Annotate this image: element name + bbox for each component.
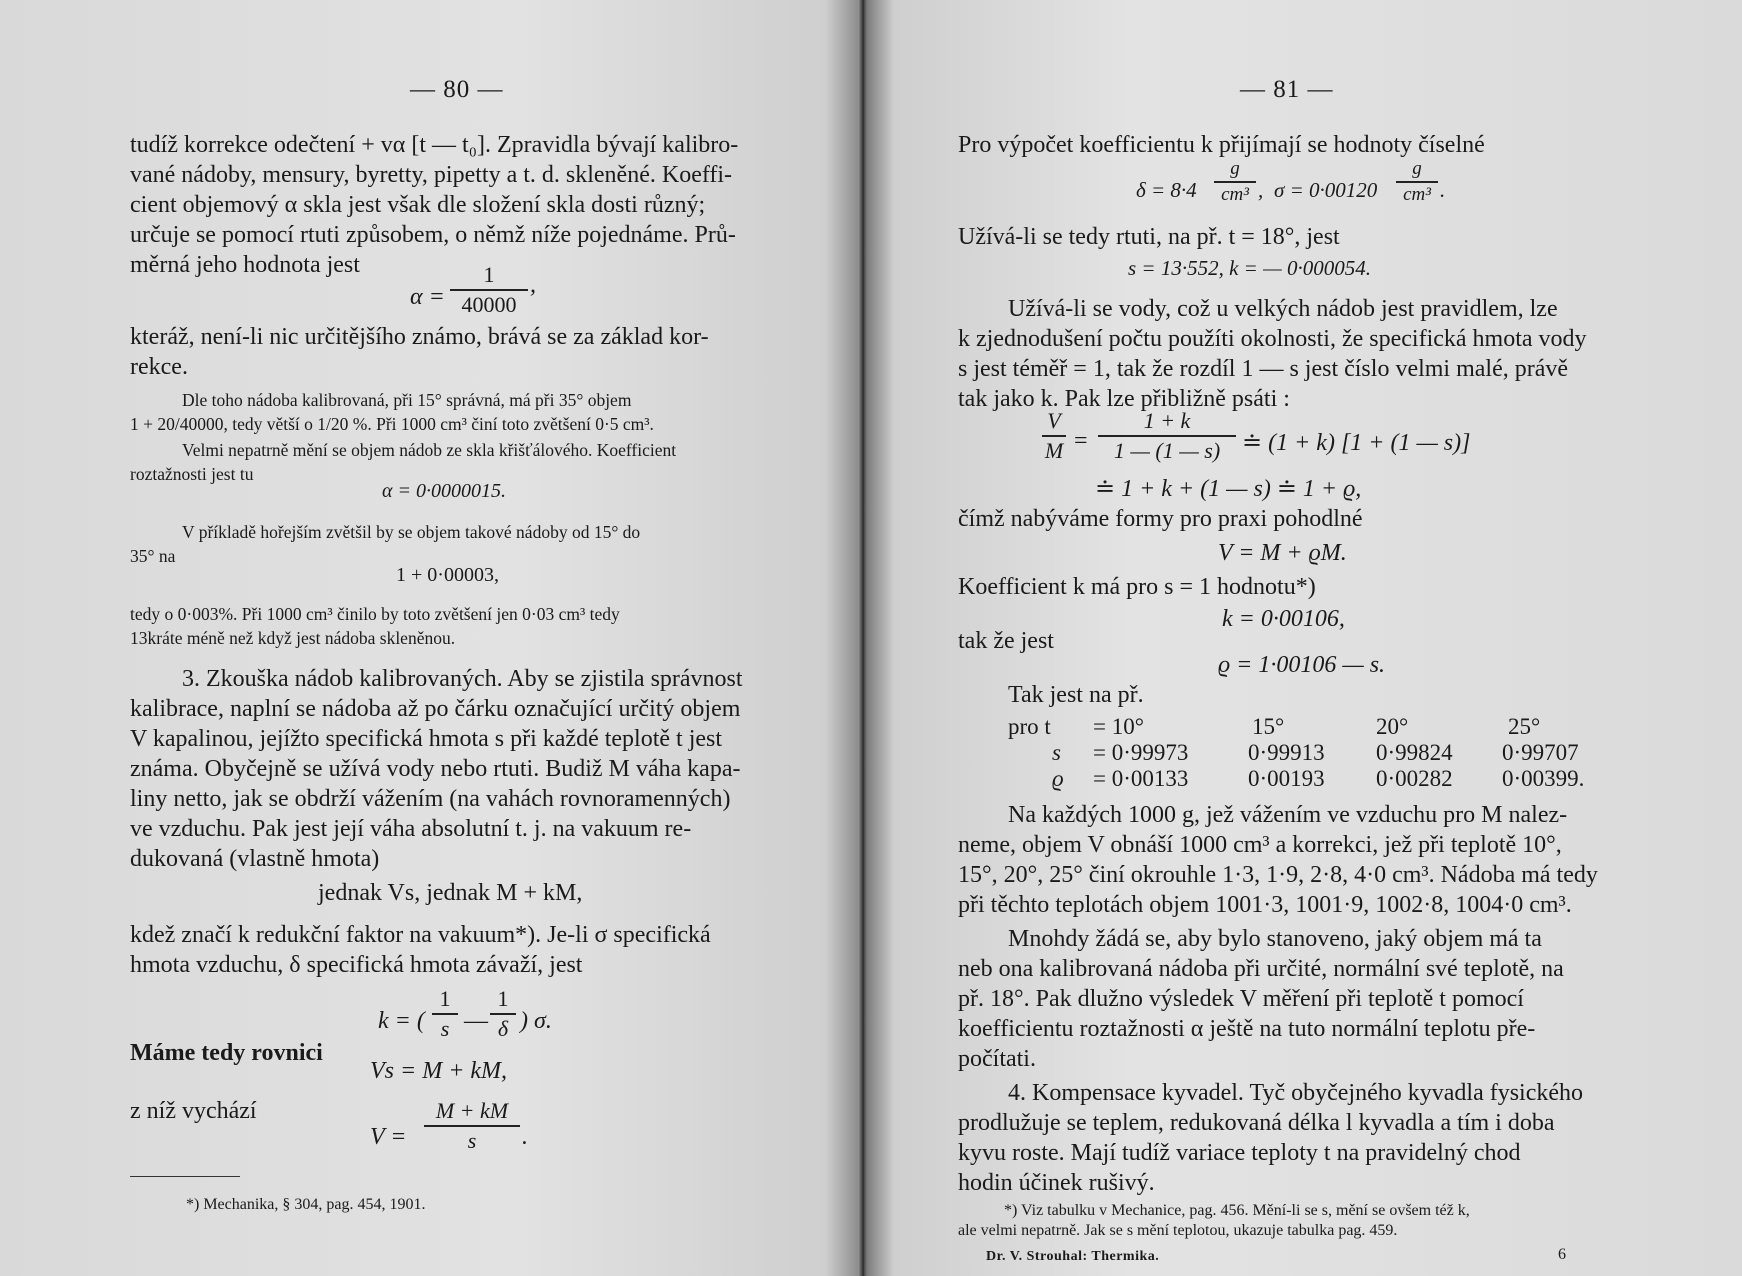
text-line: kteráž, není-li nic určitějšího známo, brává se za základ kor- — [130, 324, 709, 350]
text-line: Pro výpočet koefficientu k přijímají se hodnoty číselné — [958, 132, 1485, 158]
eq-lhs: α = — [410, 284, 445, 310]
fraction-bar — [1214, 181, 1256, 183]
text-line: kdež značí k redukční faktor na vakuum*). Je-li σ specifická — [130, 922, 711, 948]
fraction-numerator: 1 — [483, 262, 495, 287]
table-cell: 0·99824 — [1376, 740, 1453, 765]
fraction-numerator: 1 — [439, 986, 451, 1011]
equation-vmrho: V = M + ϱM. — [1218, 540, 1347, 566]
table-cell: 0·00193 — [1248, 766, 1325, 791]
text-line: Na každých 1000 g, jež vážením ve vzduchu pro M nalez- — [1008, 802, 1568, 828]
table-cell: 0·99707 — [1502, 740, 1579, 765]
row-label: pro t — [1008, 714, 1051, 739]
fraction-bar — [1098, 435, 1236, 437]
text-line: počítati. — [958, 1046, 1036, 1072]
eq-lhs: V = — [370, 1124, 407, 1150]
signature-number: 6 — [1558, 1246, 1566, 1263]
text-line: při těchto teplotách objem 1001·3, 1001·9, 1002·8, 1004·0 cm³. — [958, 892, 1572, 918]
text-line: př. 18°. Pak dlužno výsledek V měření při teplotě t pomocí — [958, 986, 1524, 1012]
row-label: s — [1052, 740, 1061, 765]
fraction-bar — [1042, 435, 1066, 437]
footnote-rule — [130, 1176, 240, 1177]
fraction-denominator: M — [1044, 437, 1064, 463]
eq-sep: , — [1258, 178, 1264, 202]
table-cell: = 0·99973 — [1093, 740, 1189, 765]
eq-sign: = — [1074, 428, 1088, 454]
eq-lhs: δ = 8·4 — [1136, 178, 1197, 202]
text-line: kyvu roste. Mají tudíž variace teploty t na pravidelný chod — [958, 1140, 1521, 1166]
text-line: z níž vychází — [130, 1098, 257, 1124]
small-text-line: 13kráte méně než když jest nádoba skleněnou. — [130, 628, 456, 648]
footnote: *) Viz tabulku v Mechanice, pag. 456. Mění-li se s, mění se ovšem též k, — [1004, 1202, 1470, 1219]
table-cell: 15° — [1252, 714, 1285, 739]
small-text-line: 1 + 20/40000, tedy větší o 1/20 %. Při 1000 cm³ činí toto zvětšení 0·5 cm³. — [130, 414, 654, 434]
text-line: kalibrace, naplní se nádoba až po čárku označující určitý objem — [130, 696, 741, 722]
text-line: tudíž korrekce odečtení + vα [t — t₀]. Zpravidla bývají kalibro- — [130, 132, 739, 158]
text-line: vané nádoby, mensury, byretty, pipetty a t. d. skleněné. Koeffi- — [130, 162, 733, 188]
small-text-line: V příkladě hořejším zvětšil by se objem takové nádoby od 15° do — [182, 522, 641, 542]
text-line: měrná jeho hodnota jest — [130, 252, 360, 278]
small-text-line: Dle toho nádoba kalibrovaná, při 15° správná, má při 35° objem — [182, 390, 632, 410]
fraction-numerator: 1 — [497, 986, 509, 1011]
eq-minus: — — [464, 1008, 488, 1034]
fraction-denominator: s — [440, 1015, 450, 1041]
text-line: Užívá-li se vody, což u velkých nádob jest pravidlem, lze — [1008, 296, 1558, 322]
page-number: — 80 — — [410, 76, 504, 103]
running-footer: Dr. V. Strouhal: Thermika. — [986, 1249, 1160, 1264]
text-line: Užívá-li se tedy rtuti, na př. t = 18°, jest — [958, 224, 1340, 250]
text-line: Mnohdy žádá se, aby bylo stanoveno, jaký objem má ta — [1008, 926, 1542, 952]
text-line: hodin účinek rušivý. — [958, 1170, 1155, 1196]
fraction — [1396, 158, 1438, 206]
fraction-numerator: g — [1412, 158, 1422, 179]
eq-lhs: σ = 0·00120 — [1274, 178, 1378, 202]
fraction-bar — [450, 289, 528, 291]
equation-vm2: ≐ 1 + k + (1 — s) ≐ 1 + ϱ, — [1095, 476, 1362, 502]
text-line: Koefficient k má pro s = 1 hodnotu*) — [958, 574, 1316, 600]
text-line: 15°, 20°, 25° činí okrouhle 1·3, 1·9, 2·8, 4·0 cm³. Nádoba má tedy — [958, 862, 1598, 888]
fraction-bar — [1396, 181, 1438, 183]
fraction-numerator: 1 + k — [1143, 408, 1191, 433]
page-number: — 81 — — [1240, 76, 1334, 103]
fraction — [424, 1098, 520, 1154]
text-line: cient objemový α skla jest však dle složení skla dosti různý; — [130, 192, 706, 218]
table-cell: 25° — [1508, 714, 1541, 739]
text-line: hmota vzduchu, δ specifická hmota závaží, jest — [130, 952, 583, 978]
eq-rhs: ≐ (1 + k) [1 + (1 — s)] — [1242, 430, 1471, 456]
text-line: ve vzduchu. Pak jest její váha absolutní t. j. na vakuum re- — [130, 816, 692, 842]
row-label: ϱ — [1052, 766, 1064, 791]
fraction-bar — [490, 1013, 516, 1015]
left-page — [0, 0, 860, 1276]
equation-vs: Vs = M + kM, — [370, 1058, 508, 1084]
small-text-line: roztažnosti jest tu — [130, 464, 254, 484]
fraction-numerator: g — [1230, 158, 1240, 179]
table-cell: 0·99913 — [1248, 740, 1325, 765]
text-line-bold — [130, 1038, 323, 1068]
text-line: neme, objem V obnáší 1000 cm³ a korrekci, jež při teplotě 10°, — [958, 832, 1562, 858]
fraction-denominator: s — [467, 1127, 477, 1153]
eq-tail: ) σ. — [520, 1008, 552, 1034]
equation-growth: 1 + 0·00003, — [396, 564, 499, 586]
fraction-bar — [432, 1013, 458, 1015]
table-cell: 0·00399. — [1502, 766, 1585, 791]
text-line: liny netto, jak se obdrží vážením (na vahách rovnoramenných) — [130, 786, 731, 812]
fraction-denominator: cm³ — [1221, 183, 1249, 205]
fraction-numerator: V — [1047, 408, 1061, 433]
right-page — [868, 0, 1742, 1276]
fraction — [432, 986, 458, 1042]
fraction-denominator: δ — [497, 1015, 509, 1041]
text-line: k zjednodušení počtu použíti okolnosti, že specifická hmota vody — [958, 326, 1587, 352]
text-line: prodlužuje se teplem, redukovaná délka l kyvadla a tím i doba — [958, 1110, 1555, 1136]
text-line: dukovaná (vlastně hmota) — [130, 846, 380, 872]
eq-tail: . — [522, 1124, 528, 1150]
fraction — [1098, 408, 1236, 464]
text-line: koefficientu roztažnosti α ještě na tuto normální teplotu pře- — [958, 1016, 1536, 1042]
equation-k-value: k = 0·00106, — [1222, 606, 1345, 632]
text-line: známa. Obyčejně se užívá vody nebo rtuti. Budiž M váha kapa- — [130, 756, 741, 782]
fraction-denominator: 1 — (1 — s) — [1113, 437, 1221, 463]
text-line: rekce. — [130, 354, 188, 380]
text-line: neb ona kalibrovaná nádoba při určité, normální své teplotě, na — [958, 956, 1564, 982]
footnote: ale velmi nepatrně. Jak se s mění teplotou, ukazuje tabulka pag. 459. — [958, 1222, 1398, 1239]
equation-weights: jednak Vs, jednak M + kM, — [318, 880, 583, 906]
equation-rho: ϱ = 1·00106 — s. — [1218, 652, 1386, 678]
text-line: tak že jest — [958, 628, 1054, 654]
fraction — [490, 986, 516, 1042]
text-line: čímž nabýváme formy pro praxi pohodlné — [958, 506, 1363, 532]
text-line: určuje se pomocí rtuti způsobem, o němž níže pojednáme. Prů- — [130, 222, 736, 248]
eq-tail: , — [530, 272, 536, 298]
fraction — [450, 262, 528, 318]
text-line: V kapalinou, jejížto specifická hmota s při každé teplotě t jest — [130, 726, 723, 752]
text-line: s jest téměř = 1, tak že rozdíl 1 — s jest číslo velmi malé, právě — [958, 356, 1569, 382]
equation-alpha2: α = 0·0000015. — [382, 480, 506, 502]
fraction-bar — [424, 1125, 520, 1127]
fraction — [1214, 158, 1256, 206]
fraction-denominator: 40000 — [461, 291, 517, 317]
fraction — [1042, 408, 1066, 464]
table-cell: = 0·00133 — [1093, 766, 1189, 791]
fraction-denominator: cm³ — [1403, 183, 1431, 205]
eq-tail: . — [1440, 178, 1446, 202]
section-heading: 4. Kompensace kyvadel. Tyč obyčejného kyvadla fysického — [1008, 1080, 1584, 1106]
text-line: Tak jest na př. — [1008, 682, 1144, 708]
small-text-line: tedy o 0·003%. Při 1000 cm³ činilo by toto zvětšení jen 0·03 cm³ tedy — [130, 604, 620, 624]
eq-lhs: k = ( — [378, 1008, 425, 1034]
small-text-line: 35° na — [130, 546, 176, 566]
table-cell: 20° — [1376, 714, 1409, 739]
equation-mercury: s = 13·552, k = — 0·000054. — [1128, 256, 1372, 280]
text-line: tak jako k. Pak lze přibližně psáti : — [958, 386, 1290, 412]
section-heading: 3. Zkouška nádob kalibrovaných. Aby se zjistila správnost — [182, 666, 743, 692]
table-cell: = 10° — [1093, 714, 1144, 739]
footnote: *) Mechanika, § 304, pag. 454, 1901. — [186, 1196, 426, 1213]
fraction-numerator: M + kM — [435, 1098, 509, 1123]
bold-text: Máme tedy rovnici — [130, 1040, 323, 1066]
small-text-line: Velmi nepatrně mění se objem nádob ze skla křišťálového. Koefficient — [182, 440, 677, 460]
table-cell: 0·00282 — [1376, 766, 1453, 791]
